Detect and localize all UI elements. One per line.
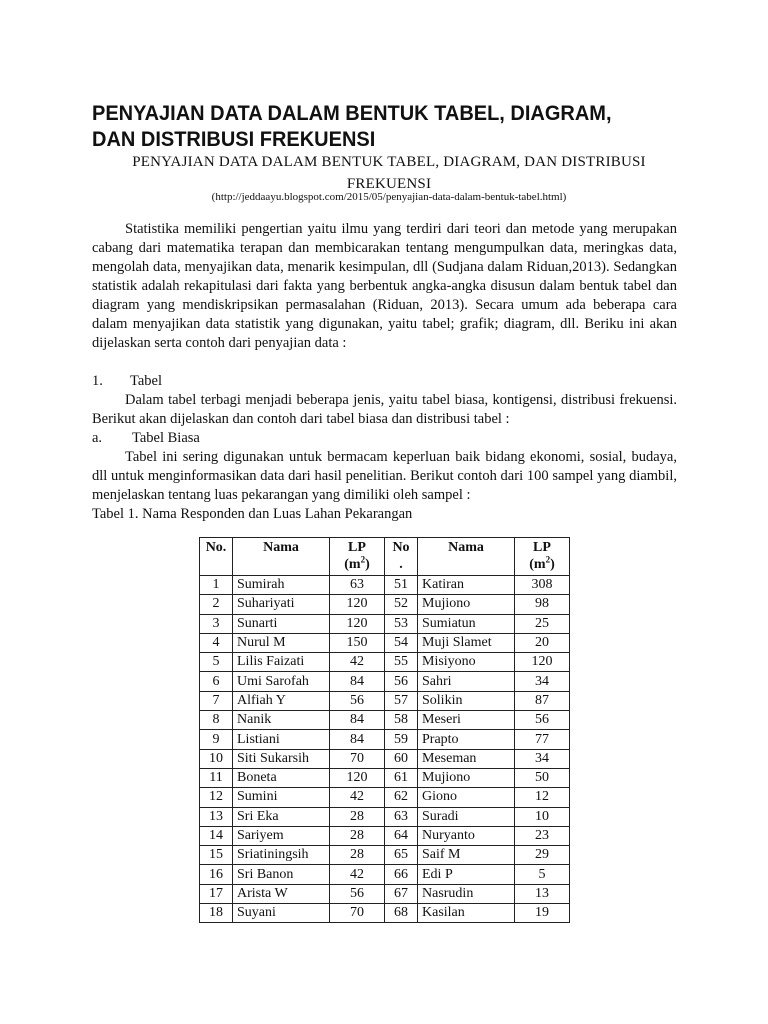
cell-name-right: Prapto xyxy=(418,730,515,749)
cell-lp-left: 42 xyxy=(330,788,385,807)
cell-lp-right: 98 xyxy=(515,595,570,614)
cell-no-left: 13 xyxy=(200,807,233,826)
cell-no-right: 58 xyxy=(385,711,418,730)
header-lp-1-sup: 2 xyxy=(360,554,366,565)
cell-no-right: 60 xyxy=(385,749,418,768)
cell-lp-right: 87 xyxy=(515,691,570,710)
cell-no-left: 15 xyxy=(200,846,233,865)
header-lp-2-sup: 2 xyxy=(545,554,551,565)
respondent-table xyxy=(199,537,570,923)
cell-lp-left: 70 xyxy=(330,904,385,923)
cell-name-right: Meseman xyxy=(418,749,515,768)
cell-name-left: Umi Sarofah xyxy=(233,672,330,691)
cell-lp-left: 70 xyxy=(330,749,385,768)
table-row xyxy=(200,672,570,691)
document-subtitle: PENYAJIAN DATA DALAM BENTUK TABEL, DIAGRAM, DAN DISTRIBUSI FREKUENSI xyxy=(132,154,646,192)
cell-no-right: 55 xyxy=(385,653,418,672)
cell-no-left: 6 xyxy=(200,672,233,691)
table-row xyxy=(200,730,570,749)
document-title: PENYAJIAN DATA DALAM BENTUK TABEL, DIAGRAM, DAN DISTRIBUSI FREKUENSI xyxy=(92,101,612,151)
cell-name-left: Sriatiningsih xyxy=(233,846,330,865)
header-lp-1-label: LP xyxy=(348,540,366,555)
table-caption: Tabel 1. Nama Responden dan Luas Lahan Pekarangan xyxy=(92,506,413,522)
cell-name-right: Kasilan xyxy=(418,904,515,923)
cell-lp-right: 34 xyxy=(515,749,570,768)
header-lp-1-close: ) xyxy=(365,557,370,572)
cell-no-left: 18 xyxy=(200,904,233,923)
table-row xyxy=(200,865,570,884)
cell-lp-right: 308 xyxy=(515,576,570,595)
cell-name-right: Saif M xyxy=(418,846,515,865)
table-row xyxy=(200,633,570,652)
cell-name-right: Misiyono xyxy=(418,653,515,672)
cell-no-right: 56 xyxy=(385,672,418,691)
table-row xyxy=(200,614,570,633)
cell-lp-left: 28 xyxy=(330,846,385,865)
cell-no-right: 62 xyxy=(385,788,418,807)
section-a-paragraph: Tabel ini sering digunakan untuk bermacam keperluan baik bidang ekonomi, sosial, budaya, dll untuk menginformasikan data dari hasil penelitian. Berikut contoh dari 100 sampel yang diambil, menjelaskan tentang luas pekarangan yang dimiliki oleh sampel : xyxy=(92,449,677,503)
cell-no-right: 63 xyxy=(385,807,418,826)
header-no-1: No. xyxy=(200,538,233,576)
table-row xyxy=(200,595,570,614)
cell-lp-right: 12 xyxy=(515,788,570,807)
header-lp-2 xyxy=(515,538,570,576)
table-row xyxy=(200,653,570,672)
header-lp-1 xyxy=(330,538,385,576)
cell-name-right: Mujiono xyxy=(418,595,515,614)
cell-name-left: Lilis Faizati xyxy=(233,653,330,672)
cell-name-right: Nasrudin xyxy=(418,884,515,903)
cell-name-left: Sariyem xyxy=(233,826,330,845)
header-no-2-line2: . xyxy=(399,557,403,572)
intro-paragraph: Statistika memiliki pengertian yaitu ilmu yang terdiri dari teori dan metode yang merupakan cabang dari matematika terapan dan membicarakan tentang mengumpulkan data, meringkas data, mengolah data, menyajikan data, menarik kesimpulan, dll (Sudjana dalam Riduan,2013). Sedangkan statistik adalah rekapitulasi dari fakta yang berbentuk angka-angka disusun dalam bentuk tabel dan diagram yang mendiskripsikan permasalahan (Riduan, 2013). Secara umum ada beberapa cara dalam menyajikan data statistik yang digunakan, yaitu tabel; grafik; diagram, dll. Beriku ini akan dijelaskan serta contoh dari penyajian data : xyxy=(92,221,677,351)
cell-no-left: 12 xyxy=(200,788,233,807)
cell-no-left: 5 xyxy=(200,653,233,672)
cell-name-left: Nanik xyxy=(233,711,330,730)
cell-no-right: 53 xyxy=(385,614,418,633)
cell-name-right: Sahri xyxy=(418,672,515,691)
cell-no-right: 66 xyxy=(385,865,418,884)
cell-no-left: 17 xyxy=(200,884,233,903)
header-lp-2-close: ) xyxy=(550,557,555,572)
header-no-2 xyxy=(385,538,418,576)
cell-no-right: 54 xyxy=(385,633,418,652)
cell-no-left: 9 xyxy=(200,730,233,749)
cell-name-left: Listiani xyxy=(233,730,330,749)
cell-name-left: Sunarti xyxy=(233,614,330,633)
cell-name-right: Suradi xyxy=(418,807,515,826)
cell-lp-left: 56 xyxy=(330,884,385,903)
cell-lp-right: 19 xyxy=(515,904,570,923)
cell-no-left: 3 xyxy=(200,614,233,633)
table-row xyxy=(200,749,570,768)
header-lp-2-unit: (m xyxy=(529,557,546,572)
cell-lp-left: 84 xyxy=(330,730,385,749)
cell-no-right: 67 xyxy=(385,884,418,903)
cell-lp-left: 120 xyxy=(330,614,385,633)
section-a-heading xyxy=(92,429,200,448)
cell-name-left: Suyani xyxy=(233,904,330,923)
cell-lp-right: 56 xyxy=(515,711,570,730)
cell-no-left: 14 xyxy=(200,826,233,845)
cell-lp-left: 56 xyxy=(330,691,385,710)
table-row xyxy=(200,711,570,730)
section-1-paragraph: Dalam tabel terbagi menjadi beberapa jenis, yaitu tabel biasa, kontigensi, distribusi frekuensi. Berikut akan dijelaskan dan contoh dari tabel biasa dan distribusi tabel : xyxy=(92,392,677,427)
cell-name-left: Sri Eka xyxy=(233,807,330,826)
cell-lp-right: 5 xyxy=(515,865,570,884)
cell-no-right: 51 xyxy=(385,576,418,595)
cell-name-right: Sumiatun xyxy=(418,614,515,633)
cell-no-right: 57 xyxy=(385,691,418,710)
table-row xyxy=(200,826,570,845)
cell-name-right: Edi P xyxy=(418,865,515,884)
cell-lp-right: 20 xyxy=(515,633,570,652)
cell-lp-left: 28 xyxy=(330,826,385,845)
cell-lp-right: 77 xyxy=(515,730,570,749)
cell-no-right: 52 xyxy=(385,595,418,614)
table-row xyxy=(200,904,570,923)
table-row xyxy=(200,846,570,865)
cell-no-left: 4 xyxy=(200,633,233,652)
cell-no-right: 59 xyxy=(385,730,418,749)
cell-lp-left: 63 xyxy=(330,576,385,595)
cell-name-right: Nuryanto xyxy=(418,826,515,845)
header-nama-2: Nama xyxy=(418,538,515,576)
table-row xyxy=(200,768,570,787)
cell-name-left: Boneta xyxy=(233,768,330,787)
table-header-row xyxy=(200,538,570,576)
cell-name-left: Arista W xyxy=(233,884,330,903)
source-url: (http://jeddaayu.blogspot.com/2015/05/penyajian-data-dalam-bentuk-tabel.html) xyxy=(211,191,567,203)
cell-no-right: 68 xyxy=(385,904,418,923)
cell-no-left: 2 xyxy=(200,595,233,614)
cell-lp-right: 10 xyxy=(515,807,570,826)
cell-lp-right: 23 xyxy=(515,826,570,845)
cell-no-right: 65 xyxy=(385,846,418,865)
table-row xyxy=(200,788,570,807)
cell-lp-left: 42 xyxy=(330,653,385,672)
cell-no-right: 61 xyxy=(385,768,418,787)
cell-name-left: Sumirah xyxy=(233,576,330,595)
cell-name-left: Alfiah Y xyxy=(233,691,330,710)
table-row xyxy=(200,576,570,595)
table-body xyxy=(200,576,570,923)
header-nama-1: Nama xyxy=(233,538,330,576)
cell-no-left: 10 xyxy=(200,749,233,768)
section-a-number: a. xyxy=(92,430,103,446)
cell-lp-left: 84 xyxy=(330,672,385,691)
cell-name-right: Meseri xyxy=(418,711,515,730)
header-lp-1-unit: (m xyxy=(344,557,361,572)
cell-name-right: Solikin xyxy=(418,691,515,710)
cell-name-right: Mujiono xyxy=(418,768,515,787)
cell-lp-right: 25 xyxy=(515,614,570,633)
section-1-label: Tabel xyxy=(130,373,162,389)
cell-lp-right: 13 xyxy=(515,884,570,903)
cell-name-left: Suhariyati xyxy=(233,595,330,614)
cell-name-left: Nurul M xyxy=(233,633,330,652)
table-row xyxy=(200,884,570,903)
cell-no-left: 11 xyxy=(200,768,233,787)
table-row xyxy=(200,807,570,826)
cell-lp-left: 120 xyxy=(330,595,385,614)
cell-lp-left: 150 xyxy=(330,633,385,652)
cell-no-left: 8 xyxy=(200,711,233,730)
cell-no-left: 7 xyxy=(200,691,233,710)
cell-lp-right: 29 xyxy=(515,846,570,865)
cell-name-right: Katiran xyxy=(418,576,515,595)
cell-name-left: Siti Sukarsih xyxy=(233,749,330,768)
cell-lp-left: 84 xyxy=(330,711,385,730)
cell-lp-right: 120 xyxy=(515,653,570,672)
cell-name-left: Sumini xyxy=(233,788,330,807)
cell-lp-left: 42 xyxy=(330,865,385,884)
cell-no-right: 64 xyxy=(385,826,418,845)
cell-name-left: Sri Banon xyxy=(233,865,330,884)
section-1-heading xyxy=(92,372,162,391)
cell-lp-right: 34 xyxy=(515,672,570,691)
cell-lp-right: 50 xyxy=(515,768,570,787)
table-row xyxy=(200,691,570,710)
cell-no-left: 1 xyxy=(200,576,233,595)
cell-no-left: 16 xyxy=(200,865,233,884)
section-a-label: Tabel Biasa xyxy=(132,430,200,446)
section-1-number: 1. xyxy=(92,373,103,389)
cell-name-right: Muji Slamet xyxy=(418,633,515,652)
cell-name-right: Giono xyxy=(418,788,515,807)
cell-lp-left: 120 xyxy=(330,768,385,787)
header-no-2-line1: No xyxy=(392,540,410,555)
header-lp-2-label: LP xyxy=(533,540,551,555)
cell-lp-left: 28 xyxy=(330,807,385,826)
